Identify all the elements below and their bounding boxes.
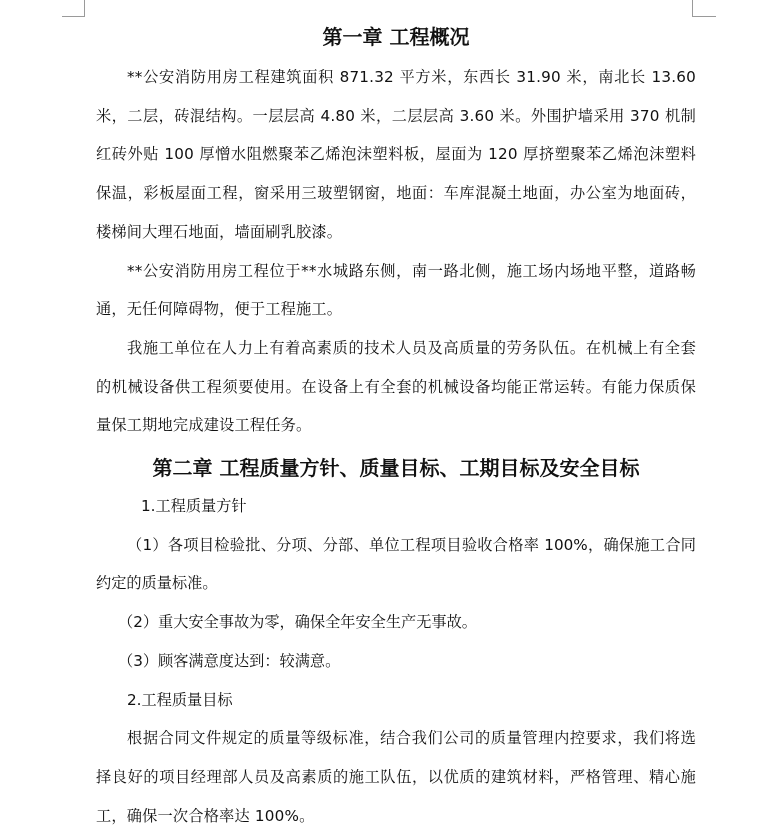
quality-policy-item-3: （3）顾客满意度达到：较满意。 (118, 651, 341, 670)
section-quality-policy-title: 1.工程质量方针 (141, 497, 247, 516)
chapter-1-title: 第一章 工程概况 (322, 25, 470, 49)
crop-mark-top-right-vertical (692, 0, 693, 16)
chapter-1-paragraph-2: **公安消防用房工程位于**水城路东侧，南一路北侧，施工场内场地平整，道路畅通，无任何障碍物，便于工程施工。 (96, 261, 696, 319)
chapter-1-paragraph-1: **公安消防用房工程建筑面积 871.32 平方米，东西长 31.90 米，南北长 13.60 米，二层，砖混结构。一层层高 4.80 米，二层层高 3.60 米。外围护墙采用 370 机制红砖外贴 100 厚憎水阻燃聚苯乙烯泡沫塑料板，屋面为 120 厚挤塑聚苯乙烯泡沫塑料保温，彩板屋面工程，窗采用三玻塑钢窗，地面：车库混凝土地面，办公室为地面砖，楼梯间大理石地面，墙面刷乳胶漆。 (96, 68, 696, 241)
section-quality-target-title: 2.工程质量目标 (127, 690, 233, 709)
crop-mark-top-left-horizontal (62, 16, 85, 17)
crop-mark-top-left-vertical (84, 0, 85, 16)
quality-policy-item-2: （2）重大安全事故为零，确保全年安全生产无事故。 (118, 613, 477, 632)
document-page (96, 18, 696, 835)
quality-target-paragraph: 根据合同文件规定的质量等级标准，结合我们公司的质量管理内控要求，我们将选择良好的项目经理部人员及高素质的施工队伍，以优质的建筑材料，严格管理、精心施工，确保一次合格率达 100%。 (96, 729, 696, 825)
quality-policy-item-1: （1）各项目检验批、分项、分部、单位工程项目验收合格率 100%，确保施工合同约定的质量标准。 (96, 535, 696, 593)
chapter-1-paragraph-3: 我施工单位在人力上有着高素质的技术人员及高质量的劳务队伍。在机械上有全套的机械设备供工程须要使用。在设备上有全套的机械设备均能正常运转。有能力保质保量保工期地完成建设工程任务。 (96, 338, 696, 435)
crop-mark-top-right-horizontal (692, 16, 716, 17)
chapter-2-title: 第二章 工程质量方针、质量目标、工期目标及安全目标 (152, 456, 640, 481)
